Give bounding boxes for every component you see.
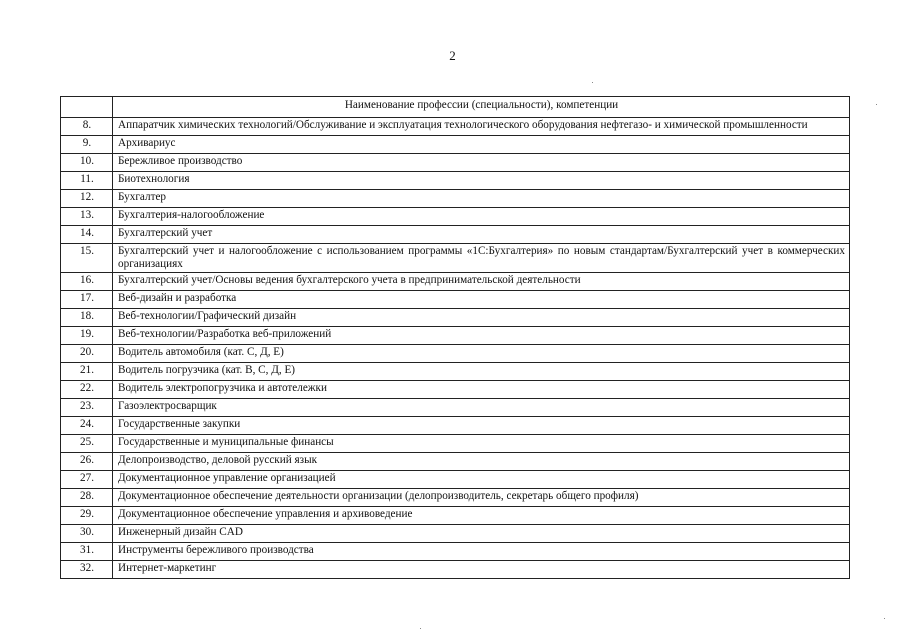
table-header-row bbox=[61, 97, 850, 118]
row-number-cell: 12. bbox=[61, 190, 113, 208]
table-row bbox=[61, 244, 850, 273]
row-number-cell: 19. bbox=[61, 326, 113, 344]
table-row bbox=[61, 560, 850, 578]
row-name-cell: Аппаратчик химических технологий/Обслуживание и эксплуатация технологического оборудования нефтегазо- и химической промышленности bbox=[113, 118, 850, 136]
row-name-cell: Документационное управление организацией bbox=[113, 470, 850, 488]
row-number-cell: 17. bbox=[61, 290, 113, 308]
table-row bbox=[61, 398, 850, 416]
row-number-cell: 20. bbox=[61, 344, 113, 362]
row-name-cell: Документационное обеспечение деятельности организации (делопроизводитель, секретарь общего профиля) bbox=[113, 488, 850, 506]
row-name-cell: Водитель погрузчика (кат. В, С, Д, Е) bbox=[113, 362, 850, 380]
table-row bbox=[61, 416, 850, 434]
row-number-cell: 8. bbox=[61, 118, 113, 136]
row-name-cell: Водитель автомобиля (кат. С, Д, Е) bbox=[113, 344, 850, 362]
row-number-cell: 10. bbox=[61, 154, 113, 172]
table-row bbox=[61, 326, 850, 344]
professions-table bbox=[60, 96, 850, 579]
row-number-cell: 31. bbox=[61, 542, 113, 560]
table-row bbox=[61, 362, 850, 380]
table-row bbox=[61, 380, 850, 398]
scan-speck bbox=[592, 82, 593, 83]
row-number-cell: 16. bbox=[61, 272, 113, 290]
scan-speck bbox=[876, 104, 877, 105]
table-body bbox=[61, 118, 850, 579]
table-row bbox=[61, 154, 850, 172]
table-row bbox=[61, 308, 850, 326]
row-name-cell: Бухгалтерский учет и налогообложение с использованием программы «1С:Бухгалтерия» по новым стандартам/Бухгалтерский учет в коммерческих организациях bbox=[113, 244, 850, 273]
row-name-cell: Бухгалтерский учет bbox=[113, 226, 850, 244]
row-number-cell: 30. bbox=[61, 524, 113, 542]
row-name-cell: Водитель электропогрузчика и автотележки bbox=[113, 380, 850, 398]
row-name-cell: Интернет-маркетинг bbox=[113, 560, 850, 578]
row-name-cell: Бережливое производство bbox=[113, 154, 850, 172]
table-row bbox=[61, 172, 850, 190]
row-number-cell: 23. bbox=[61, 398, 113, 416]
row-name-cell: Бухгалтерский учет/Основы ведения бухгалтерского учета в предпринимательской деятельности bbox=[113, 272, 850, 290]
table-row bbox=[61, 542, 850, 560]
table-row bbox=[61, 290, 850, 308]
row-number-cell: 32. bbox=[61, 560, 113, 578]
row-number-cell: 18. bbox=[61, 308, 113, 326]
row-number-cell: 22. bbox=[61, 380, 113, 398]
header-name-cell: Наименование профессии (специальности), компетенции bbox=[113, 97, 850, 118]
table-row bbox=[61, 434, 850, 452]
row-name-cell: Веб-технологии/Разработка веб-приложений bbox=[113, 326, 850, 344]
table-row bbox=[61, 524, 850, 542]
row-name-cell: Бухгалтерия-налогообложение bbox=[113, 208, 850, 226]
row-name-cell: Государственные и муниципальные финансы bbox=[113, 434, 850, 452]
row-number-cell: 26. bbox=[61, 452, 113, 470]
row-name-cell: Газоэлектросварщик bbox=[113, 398, 850, 416]
table-row bbox=[61, 506, 850, 524]
header-num-cell bbox=[61, 97, 113, 118]
row-name-cell: Инженерный дизайн CAD bbox=[113, 524, 850, 542]
row-number-cell: 11. bbox=[61, 172, 113, 190]
table-row bbox=[61, 272, 850, 290]
page-number: 2 bbox=[449, 48, 456, 63]
row-number-cell: 29. bbox=[61, 506, 113, 524]
row-name-cell: Инструменты бережливого производства bbox=[113, 542, 850, 560]
row-name-cell: Делопроизводство, деловой русский язык bbox=[113, 452, 850, 470]
row-name-cell: Документационное обеспечение управления и архивоведение bbox=[113, 506, 850, 524]
row-name-cell: Веб-технологии/Графический дизайн bbox=[113, 308, 850, 326]
row-number-cell: 15. bbox=[61, 244, 113, 273]
row-number-cell: 13. bbox=[61, 208, 113, 226]
table-row bbox=[61, 226, 850, 244]
table-row bbox=[61, 118, 850, 136]
row-number-cell: 21. bbox=[61, 362, 113, 380]
table-row bbox=[61, 470, 850, 488]
table-row bbox=[61, 136, 850, 154]
table-row bbox=[61, 452, 850, 470]
row-name-cell: Биотехнология bbox=[113, 172, 850, 190]
row-number-cell: 14. bbox=[61, 226, 113, 244]
table-row bbox=[61, 488, 850, 506]
scan-speck bbox=[884, 618, 885, 619]
table-row bbox=[61, 208, 850, 226]
row-number-cell: 9. bbox=[61, 136, 113, 154]
row-number-cell: 27. bbox=[61, 470, 113, 488]
table-row bbox=[61, 344, 850, 362]
row-number-cell: 28. bbox=[61, 488, 113, 506]
row-number-cell: 24. bbox=[61, 416, 113, 434]
scan-speck bbox=[420, 628, 421, 629]
row-number-cell: 25. bbox=[61, 434, 113, 452]
row-name-cell: Веб-дизайн и разработка bbox=[113, 290, 850, 308]
table-row bbox=[61, 190, 850, 208]
row-name-cell: Бухгалтер bbox=[113, 190, 850, 208]
row-name-cell: Архивариус bbox=[113, 136, 850, 154]
row-name-cell: Государственные закупки bbox=[113, 416, 850, 434]
